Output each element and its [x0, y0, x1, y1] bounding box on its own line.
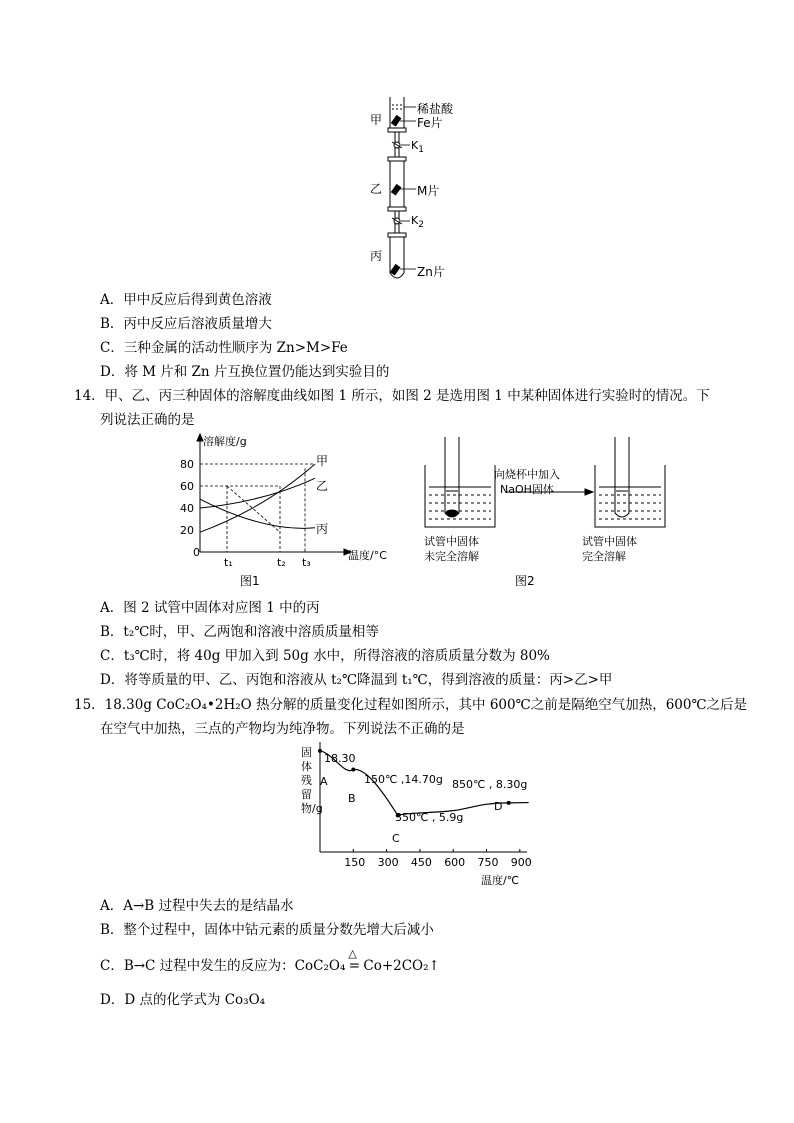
q15-stem-line2: 在空气中加热，三点的产物均为纯净物。下列说法不正确的是 — [100, 721, 465, 737]
x-tick-label: t₁ — [224, 556, 233, 569]
q14-stem-line1: 14．甲、乙、丙三种固体的溶解度曲线如图 1 所示，如图 2 是选用图 1 中某种固体进行实验时的情况。下 — [74, 388, 710, 404]
fig3-ylabel: 固体残留物/g — [301, 746, 323, 815]
fig1-ylabel: 溶解度/g — [203, 435, 247, 448]
q15-option-c: C．B→C 过程中发生的反应为：CoC₂O₄ △ = Co+2CO₂↑ — [100, 947, 440, 974]
label-k1: $K_1$ — [411, 139, 424, 156]
fig1-series-jia: 甲 — [316, 454, 329, 468]
q14-option-a: A．图 2 试管中固体对应图 1 中的丙 — [100, 600, 320, 616]
data-point-a — [318, 749, 322, 753]
fig3-annot-b: 150℃ ,14.70g — [364, 773, 443, 786]
label-m: M片 — [417, 184, 440, 198]
fig3-annot-a: 18.30 — [324, 752, 356, 765]
q13-option-d: D．将 M 片和 Zn 片互换位置仍能达到实验目的 — [100, 364, 390, 380]
x-tick-label: t₃ — [302, 556, 311, 569]
q13-option-c: C．三种金属的活动性顺序为 Zn>M>Fe — [100, 340, 348, 356]
q14-stem-line2: 列说法正确的是 — [100, 412, 195, 428]
q13-option-b: B．丙中反应后溶液质量增大 — [100, 316, 272, 332]
label-acid: 稀盐酸 — [417, 102, 454, 116]
fig3-annot-d: 850℃ , 8.30g — [452, 778, 528, 791]
fig1-series-yi: 乙 — [316, 479, 329, 493]
x-tick-label: 300 — [377, 856, 399, 869]
q15-option-d: D．D 点的化学式为 Co₃O₄ — [100, 992, 266, 1008]
data-point-b — [351, 768, 355, 772]
fig1-xlabel: 温度/°C — [348, 549, 387, 562]
y-tick-label: 0 — [193, 546, 200, 559]
q13-option-a: A．甲中反应后得到黄色溶液 — [100, 292, 272, 308]
x-tick-label: 900 — [510, 856, 532, 869]
label-k2: $K_2$ — [411, 214, 424, 231]
y-tick-label: 40 — [180, 502, 194, 515]
data-point-d — [507, 801, 511, 805]
fig3-xlabel: 温度/℃ — [481, 874, 520, 887]
fig1-series-bing: 丙 — [316, 522, 329, 536]
fig3-point-label-b: B — [348, 792, 356, 805]
x-tick-label: 750 — [477, 856, 499, 869]
y-tick-label: 60 — [180, 480, 194, 493]
heat-symbol: △ — [348, 947, 357, 960]
label-yi: 乙 — [370, 182, 383, 196]
label-jia: 甲 — [370, 113, 383, 127]
q14-option-b: B．t₂℃时，甲、乙两饱和溶液中溶质质量相等 — [100, 624, 379, 640]
x-tick-label: t₂ — [277, 556, 286, 569]
series-yi-line — [200, 478, 315, 508]
x-tick-label: 450 — [410, 856, 432, 869]
y-tick-label: 80 — [180, 458, 194, 471]
fig2-arrow-top: 向烧杯中加入 — [494, 468, 560, 481]
q15-option-b: B．整个过程中，固体中钴元素的质量分数先增大后减小 — [100, 922, 434, 938]
x-tick-label: 600 — [444, 856, 466, 869]
q14-option-d: D．将等质量的甲、乙、丙饱和溶液从 t₂℃降温到 t₁℃，得到溶液的质量：丙>乙>甲 — [100, 672, 613, 688]
label-bing: 丙 — [370, 249, 383, 263]
label-zn: Zn片 — [417, 265, 445, 279]
fig1-caption: 图1 — [240, 574, 260, 588]
fig2-left-label-1: 试管中固体 — [424, 535, 479, 548]
fig3-point-label-c: C — [392, 832, 400, 845]
fig3-point-label-d: D — [494, 800, 503, 813]
fig2-arrow-bottom: NaOH固体 — [500, 483, 554, 496]
tube-yi — [388, 157, 406, 211]
q15-option-a: A．A→B 过程中失去的是结晶水 — [100, 898, 294, 914]
fig3-point-label-a: A — [320, 775, 328, 788]
series-bing-line — [200, 499, 315, 528]
q14-option-c: C．t₃℃时，将 40g 甲加入到 50g 水中，所得溶液的溶质质量分数为 80% — [100, 648, 550, 664]
fig2-right-label-2: 完全溶解 — [582, 550, 626, 563]
q15-stem-line1: 15．18.30g CoC₂O₄•2H₂O 热分解的质量变化过程如图所示，其中 600℃之前是隔绝空气加热，600℃之后是 — [74, 697, 748, 713]
tube-bing — [388, 233, 406, 278]
fig2-caption: 图2 — [515, 574, 535, 588]
fig3-annot-c: 350℃ , 5.9g — [395, 811, 464, 824]
fig2-left-label-2: 未完全溶解 — [424, 550, 479, 563]
label-fe: Fe片 — [417, 116, 443, 130]
y-tick-label: 20 — [180, 524, 194, 537]
tube-jia — [388, 97, 406, 132]
fig2-right-label-1: 试管中固体 — [582, 535, 637, 548]
x-tick-label: 150 — [344, 856, 366, 869]
